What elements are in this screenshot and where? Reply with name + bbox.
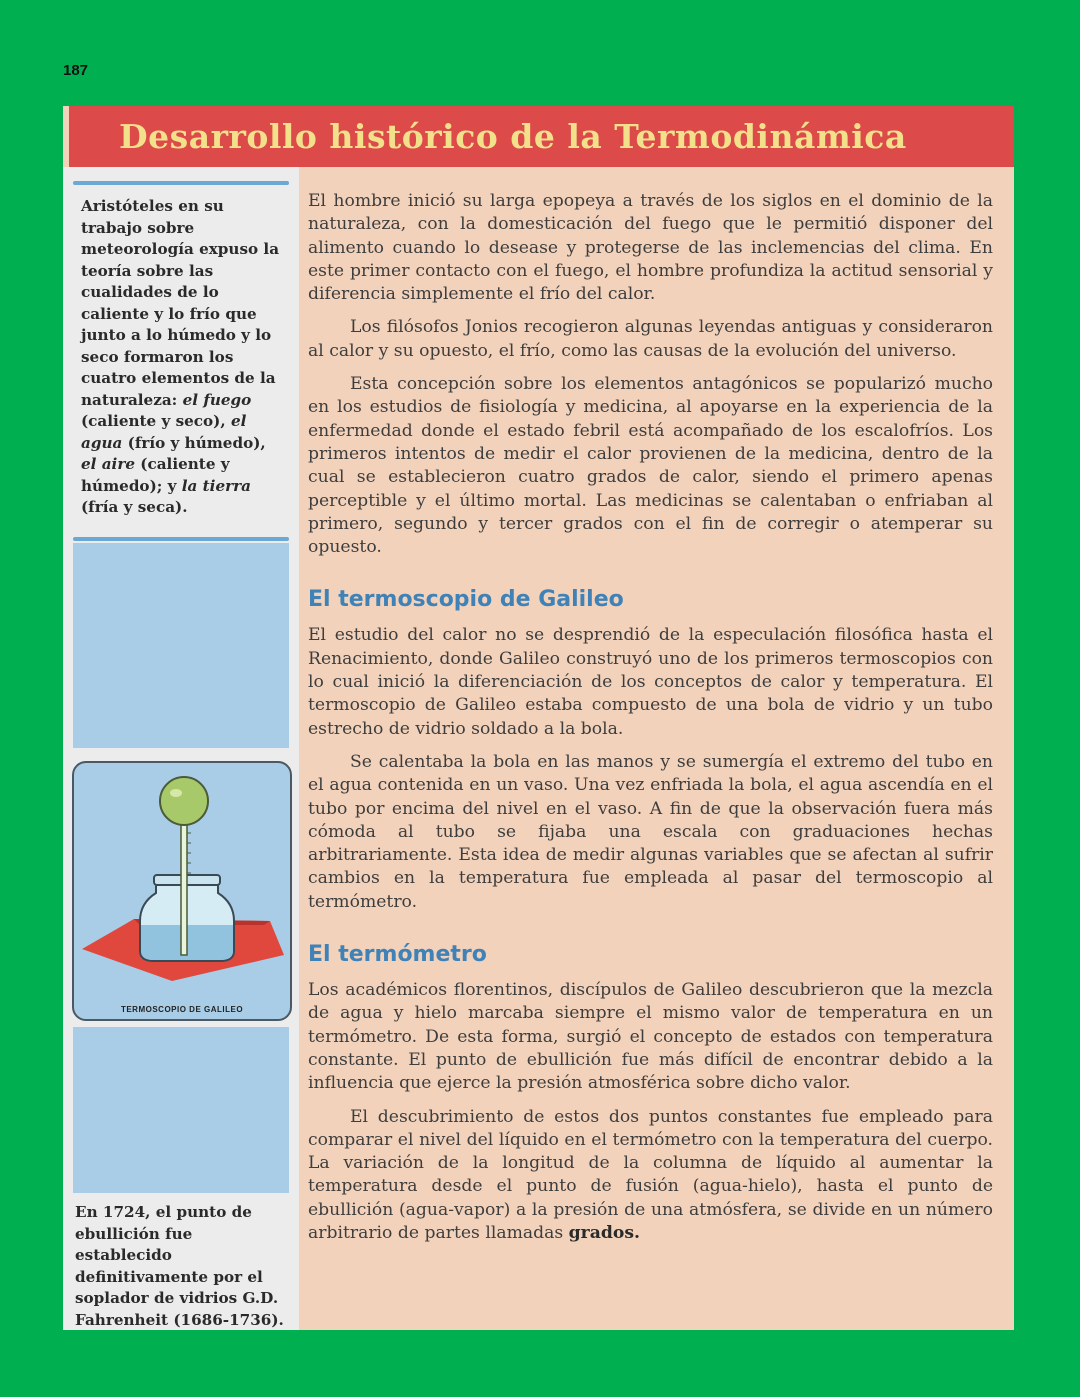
sidebar-blue-panel <box>73 1027 289 1193</box>
paragraph: El estudio del calor no se desprendió de la especulación filosófica hasta el Renacimiento, donde Galileo construyó uno de los primeros termoscopios con lo cual inició la diferenciación de los conceptos de calor y temperatura. El termoscopio de Galileo estaba compuesto de una bola de vidrio y un tubo estrecho de vidrio soldado a la bola. <box>308 625 993 739</box>
main-text <box>308 190 993 1255</box>
section-heading-termometro: El termómetro <box>308 942 487 968</box>
section-heading-termoscopio: El termoscopio de Galileo <box>308 587 624 613</box>
paragraph: Se calentaba la bola en las manos y se sumergía el extremo del tubo en el agua contenida en un vaso. Una vez enfriada la bola, el agua ascendía en el tubo por encima del nivel en el vaso. A fin de que la observación fuera más cómoda al tubo se fijaba una escala con graduaciones hechas arbitrariamente. Esta idea de medir algunas variables que se afectan al sufrir cambios en la temperatura fue empleada al pasar del termoscopio al termómetro. <box>308 751 993 912</box>
glass-bulb <box>160 777 208 825</box>
paragraph: El hombre inició su larga epopeya a través de los siglos en el dominio de la naturaleza, con la domesticación del fuego que le permitió disponer del alimento cuando lo desease y protegerse de las inclemencias del clima. En este primer contacto con el fuego, el hombre profundiza la actitud sensorial y diferencia simplemente el frío del calor. <box>308 191 993 305</box>
sidebar-divider <box>73 537 289 541</box>
thermoscope-illustration <box>74 763 290 1019</box>
aristotle-note: Aristóteles en su trabajo sobre meteorología expuso la teoría sobre las cualidades de lo caliente y lo frío que junto a lo húmedo y lo seco formaron los cuatro elementos de la naturaleza: el fuego (caliente y seco), el agua (frío y húmedo), el aire (caliente y húmedo); y la tierra (fría y seca). <box>81 197 280 516</box>
sidebar-divider <box>73 181 289 185</box>
paragraph: Los filósofos Jonios recogieron algunas leyendas antiguas y consideraron al calor y su opuesto, el frío, como las causas de la evolución del universo. <box>308 317 993 361</box>
paragraph: El descubrimiento de estos dos puntos constantes fue empleado para comparar el nivel del líquido en el termómetro con la temperatura del cuerpo. La variación de la longitud de la columna de líquido al aumentar la temperatura desde el punto de fusión (agua-hielo), hasta el punto de ebullición (agua-vapor) a la presión de una atmósfera, se divide en un número arbitrario de partes llamadas grados. <box>308 1106 993 1243</box>
figure-caption: TERMOSCOPIO DE GALILEO <box>120 1005 244 1014</box>
paragraph: Esta concepción sobre los elementos antagónicos se popularizó mucho en los estudios de fisiología y medicina, al apoyarse en la experiencia de la enfermedad donde el estado febril está acompañado de los escalofríos. Los primeros intentos de medir el calor provienen de la medicina, dentro de la cual se establecieron cuatro grados de calor, siendo el primero apenas perceptible y el último mortal. Las medicinas se calentaban o enfriaban al primero, segundo y tercer grados con el fin de corregir o atemperar su opuesto. <box>308 374 993 558</box>
page-title: Desarrollo histórico de la Termodinámica <box>119 117 907 156</box>
title-banner <box>69 106 1014 167</box>
fahrenheit-note: En 1724, el punto de ebullición fue establecido definitivamente por el soplador de vidrios G.D. Fahrenheit (1686-1736). <box>75 1203 284 1329</box>
glass-tube <box>181 815 187 955</box>
paragraph: Los académicos florentinos, discípulos de Galileo descubrieron que la mezcla de agua y hielo marcaba siempre el mismo valor de temperatura en un termómetro. De esta forma, surgió el concepto de estados con temperatura constante. El punto de ebullición fue más difícil de encontrar debido a la influencia que ejerce la presión atmosférica sobre dicho valor. <box>308 980 993 1094</box>
sidebar-blue-panel <box>73 543 289 748</box>
thermoscope-figure <box>72 761 292 1021</box>
textbook-page <box>63 106 1014 1330</box>
page-number: 187 <box>63 62 89 79</box>
sidebar <box>63 167 299 1330</box>
bold-term-grados: grados. <box>568 1222 641 1243</box>
